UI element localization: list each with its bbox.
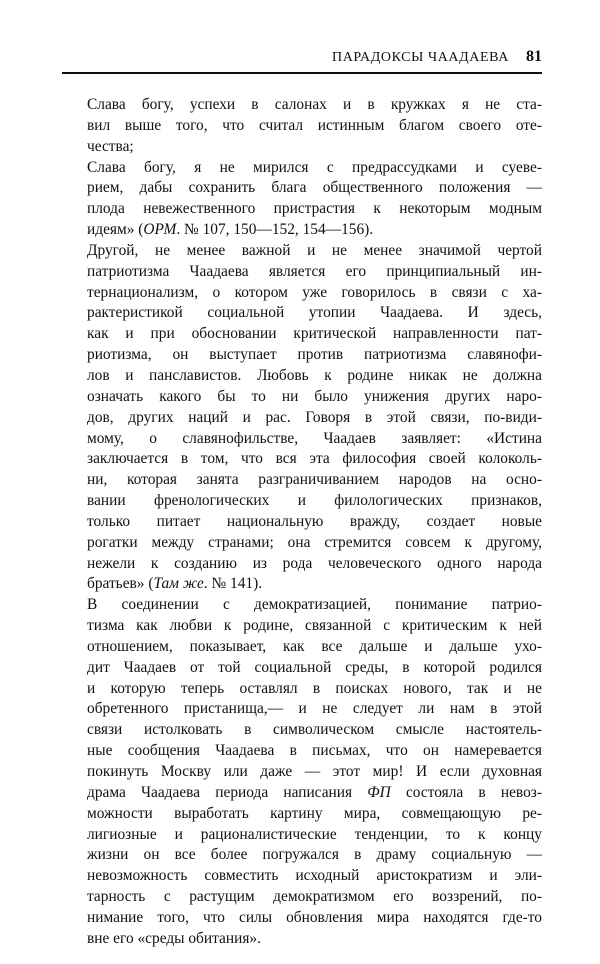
- text-line: В соединении с демократизацией, понимание патрио-: [87, 596, 542, 614]
- header-rule: [62, 72, 542, 74]
- paragraph: [87, 158, 542, 241]
- text-line: тернационализм, о котором уже говорилось в связи с ха-: [87, 283, 542, 301]
- text-line: рогатки между странами; она стремится совсем к другому,: [87, 533, 542, 551]
- text-line: драма Чаадаева периода написания ФП состояла в невоз-: [87, 783, 542, 801]
- running-head-title: ПАРАДОКСЫ ЧААДАЕВА: [332, 50, 509, 65]
- text-line: и которую теперь оставлял в поисках нового, так и не: [87, 679, 542, 697]
- text-line: дов, других наций и рас. Говоря в этой связи, по-види-: [87, 408, 542, 426]
- text-line: обретенного пристанища,— и не следует ли нам в этой: [87, 700, 542, 718]
- text-line: плода невежественного пристрастия к некоторым модным: [87, 200, 542, 218]
- text-line: связи истолковать в символическом смысле настоятель-: [87, 721, 542, 739]
- text-line: ные сообщения Чаадаева в письмах, что он намеревается: [87, 742, 542, 760]
- text-line: невозможность совместить исходный аристократизм и эли-: [87, 867, 542, 885]
- text-line: покинуть Москву или даже — этот мир! И если духовная: [87, 763, 542, 780]
- text-line: ни, которая занята разграничиванием народов на осно-: [87, 471, 542, 489]
- text-line: Другой, не менее важной и не менее значимой чертой: [87, 241, 542, 259]
- text-line: чества;: [87, 137, 134, 155]
- text-line: дит Чаадаев от той социальной среды, в которой родился: [87, 658, 542, 676]
- paragraph: [87, 95, 542, 158]
- text-line: Слава богу, я не мирился с предрассудками и суеве-: [87, 158, 542, 176]
- text-line: отношением, показывает, как все дальше и дальше ухо-: [87, 637, 542, 655]
- text-line: братьев» (Там же. № 141).: [87, 575, 263, 593]
- text-line: только питает национальную вражду, создает новые: [87, 512, 542, 530]
- text-line: идеям» (ОРМ. № 107, 150—152, 154—156).: [87, 221, 374, 239]
- paragraph: [87, 595, 542, 949]
- text-line: тарность с растущим демократизмом его воззрений, по-: [87, 888, 542, 906]
- text-line: лигиозные и рационалистические тенденции, то к концу: [87, 825, 542, 843]
- text-line: вне его «среды обитания».: [87, 929, 261, 947]
- text-line: означать какого бы то ни было унижения других наро-: [87, 387, 542, 405]
- text-line: вил выше того, что считал истинным благом своего оте-: [87, 116, 542, 134]
- text-line: Слава богу, успехи в салонах и в кружках я не ста-: [87, 96, 542, 113]
- paragraph: [87, 241, 542, 595]
- text-line: мому, о славянофильстве, Чаадаев заявляет: «Истина: [87, 429, 542, 447]
- text-line: заключается в том, что вся эта философия своей колоколь-: [87, 450, 542, 468]
- body-text: [87, 95, 542, 950]
- text-line: вании френологических и филологических признаков,: [87, 492, 542, 510]
- text-line: нежели к созданию из рода человеческого одного народа: [87, 554, 542, 572]
- text-line: можности выработать картину мира, совмещающую ре-: [87, 804, 542, 822]
- text-line: патриотизма Чаадаева является его принципиальный ин-: [87, 262, 542, 280]
- text-line: жизни он все более погружался в драму социальную —: [87, 846, 542, 864]
- text-line: тизма как любви к родине, связанной с критическим к ней: [87, 617, 542, 635]
- text-line: нимание того, что силы обновления мира находятся где-то: [87, 908, 542, 926]
- text-line: лов и панславистов. Любовь к родине никак не должна: [87, 366, 542, 384]
- text-line: риотизма, он выступает против патриотизма славянофи-: [87, 346, 542, 364]
- text-line: рием, дабы сохранить блага общественного положения —: [87, 179, 542, 197]
- text-line: рактеристикой социальной утопии Чаадаева. И здесь,: [87, 304, 542, 322]
- page-number: 81: [526, 48, 542, 65]
- running-head: [62, 46, 542, 70]
- text-line: как и при обосновании критической направленности пат-: [87, 325, 542, 343]
